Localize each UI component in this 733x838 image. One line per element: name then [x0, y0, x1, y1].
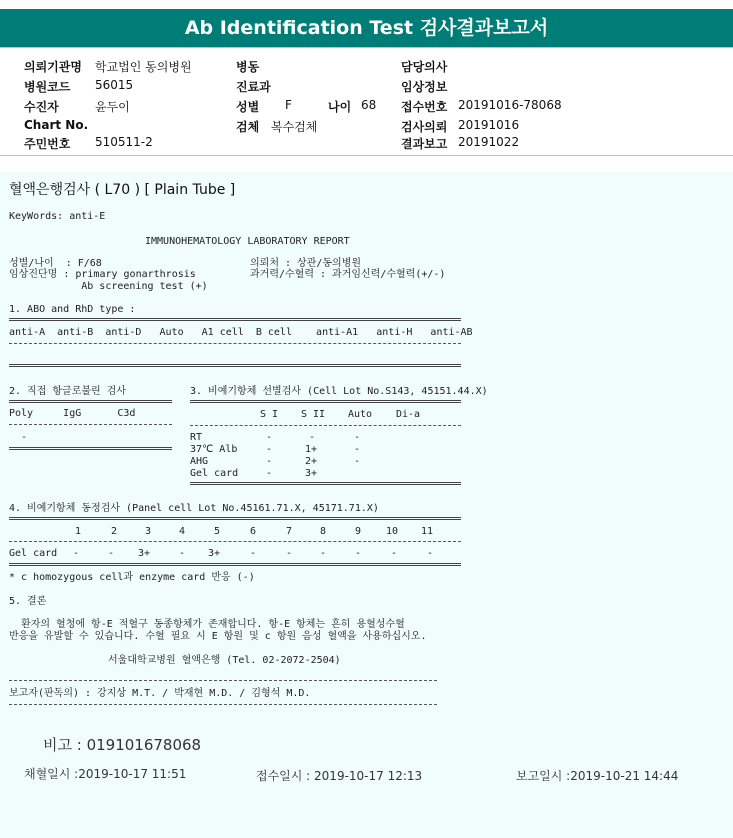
panel-col: 2 — [111, 526, 118, 537]
report-title: 혈액은행검사 ( L70 ) [ Plain Tube ] — [9, 182, 236, 198]
panel-bottom-rule — [9, 563, 461, 566]
panel-col: 11 — [421, 526, 434, 537]
panel-cell: - — [391, 548, 398, 559]
ward-label: 병동 — [236, 60, 260, 74]
reported-label: 결과보고 — [401, 137, 448, 151]
sex-age: 성별/나이 : F/68 — [9, 258, 102, 269]
reported-time: 보고일시 :2019-10-21 14:44 — [516, 769, 679, 783]
screen-header-dia: Di-a — [396, 409, 421, 420]
screen-row-label: RT — [190, 432, 203, 443]
panel-col: 4 — [179, 526, 186, 537]
diagnosis: 임상진단명 : primary gonarthrosis — [9, 269, 196, 280]
history: 과거력/수혈력 : 과거임신력/수혈력(+/-) — [250, 269, 446, 280]
panel-section-title: 4. 비예기항체 동정검사 (Panel cell Lot No.45161.71.X, 45171.71.X) — [9, 503, 379, 514]
screen-cell: - — [266, 432, 273, 443]
panel-note: * c homozygous cell과 enzyme card 반응 (-) — [9, 572, 255, 583]
specimen-value: 복수검체 — [271, 120, 318, 134]
conclusion-line-2: 반응을 유발할 수 있습니다. 수혈 필요 시 E 항원 및 c 항원 음성 혈액을 사용하십시오. — [9, 631, 427, 642]
header-divider — [0, 47, 733, 48]
lab-title: IMMUNOHEMATOLOGY LABORATORY REPORT — [145, 236, 350, 247]
meta-row-2 — [0, 76, 733, 96]
abo-section-title: 1. ABO and RhD type : — [9, 304, 136, 315]
screen-cell: - — [266, 468, 273, 479]
accession-label: 접수번호 — [401, 100, 448, 114]
panel-col: 3 — [145, 526, 152, 537]
specimen-label: 검체 — [236, 120, 260, 134]
panel-cell: - — [286, 548, 293, 559]
panel-top-rule — [9, 517, 461, 520]
screen-bottom-rule — [190, 482, 461, 485]
accession-value: 20191016-78068 — [458, 98, 562, 112]
diagnosis-cont: Ab screening test (+) — [9, 281, 208, 292]
screen-cell: - — [354, 444, 361, 455]
screen-top-rule — [190, 400, 461, 403]
requested-value: 20191016 — [458, 118, 520, 132]
panel-col: 6 — [250, 526, 257, 537]
meta-divider — [0, 155, 733, 156]
panel-row-label: Gel card — [9, 548, 58, 559]
screen-cell: - — [354, 456, 361, 467]
reporter: 보고자(판독의) : 강지상 M.T. / 박재현 M.D. / 김형석 M.D. — [9, 688, 311, 699]
screen-header-si: S I — [260, 409, 279, 420]
panel-mid-rule — [9, 541, 461, 543]
panel-col: 5 — [214, 526, 221, 537]
dat-top-rule — [9, 400, 172, 403]
screen-cell: 2+ — [305, 456, 318, 467]
dat-mid-rule — [9, 424, 172, 426]
panel-col: 7 — [286, 526, 293, 537]
age-value: 68 — [361, 98, 377, 112]
requested-label: 검사의뢰 — [401, 120, 448, 134]
conclusion-title: 5. 결론 — [9, 596, 47, 607]
screen-cell: - — [309, 432, 316, 443]
reported-value: 20191022 — [458, 135, 520, 149]
sex-value: F — [285, 98, 292, 112]
screen-cell: - — [266, 456, 273, 467]
abo-headers: anti-A anti-B anti-D Auto A1 cell B cell anti-A1 anti-H anti-AB — [9, 327, 473, 338]
screen-cell: - — [266, 444, 273, 455]
dat-value: - — [9, 432, 28, 443]
age-label: 나이 — [328, 100, 352, 114]
dat-headers: Poly IgG C3d — [9, 408, 136, 419]
abo-top-rule — [9, 318, 461, 321]
screen-header-sii: S II — [301, 409, 326, 420]
screen-cell: - — [354, 432, 361, 443]
referrer: 의뢰처 : 상관/동의병원 — [250, 258, 362, 269]
conclusion-line-1: 환자의 혈청에 항-E 적혈구 동종항체가 존재합니다. 항-E 항체는 흔히 용혈성수혈 — [9, 619, 405, 630]
screen-row-label: AHG — [190, 456, 209, 467]
hospital-label: 의뢰기관명 — [24, 60, 82, 74]
panel-cell: - — [427, 548, 434, 559]
abo-bottom-rule — [9, 364, 461, 367]
meta-row-3 — [0, 96, 733, 116]
hospital-value: 학교법인 동의병원 — [95, 60, 192, 74]
screen-row-label: 37℃ Alb — [190, 444, 238, 455]
rrn-value: 510511-2 — [95, 135, 153, 149]
panel-cell: - — [320, 548, 327, 559]
patient-label: 수진자 — [24, 100, 59, 114]
meta-row-5 — [0, 133, 733, 153]
abo-mid-rule — [9, 343, 461, 345]
panel-cell: - — [250, 548, 257, 559]
meta-row-1 — [0, 56, 733, 76]
doctor-label: 담당의사 — [401, 60, 448, 74]
panel-cell: - — [355, 548, 362, 559]
reporter-top-rule — [9, 680, 437, 682]
panel-cell: 3+ — [208, 548, 221, 559]
panel-cell: 3+ — [138, 548, 151, 559]
panel-col: 9 — [355, 526, 362, 537]
screen-cell: 3+ — [305, 468, 318, 479]
patient-value: 윤두이 — [95, 100, 130, 114]
panel-cell: - — [179, 548, 186, 559]
conclusion-org: 서울대학교병원 혈액은행 (Tel. 02-2072-2504) — [108, 655, 341, 666]
collected-time: 채혈일시 :2019-10-17 11:51 — [24, 767, 187, 781]
report-header-title: Ab Identification Test 검사결과보고서 — [0, 9, 733, 47]
footer-note: 비고 : 019101678068 — [43, 736, 202, 754]
chart-label: Chart No. — [24, 118, 89, 132]
reporter-bottom-rule — [9, 704, 437, 706]
code-value: 56015 — [95, 78, 134, 92]
screen-section-title: 3. 비예기항체 선별검사 (Cell Lot No.S143, 45151.44.X) — [190, 386, 488, 397]
panel-cell: - — [108, 548, 115, 559]
screen-cell: 1+ — [305, 444, 318, 455]
code-label: 병원코드 — [24, 80, 71, 94]
dat-bottom-rule — [9, 447, 172, 450]
received-time: 접수일시 : 2019-10-17 12:13 — [256, 769, 423, 783]
clinical-label: 임상정보 — [401, 80, 448, 94]
screen-mid-rule — [190, 425, 461, 427]
panel-cell: - — [73, 548, 80, 559]
rrn-label: 주민번호 — [24, 137, 71, 151]
screen-header-auto: Auto — [348, 409, 373, 420]
dat-section-title: 2. 직접 항글로불린 검사 — [9, 386, 127, 397]
dept-label: 진료과 — [236, 80, 271, 94]
keywords: KeyWords: anti-E — [9, 211, 106, 222]
panel-col: 8 — [320, 526, 327, 537]
screen-row-label: Gel card — [190, 468, 239, 479]
sex-label: 성별 — [236, 100, 260, 114]
panel-col: 10 — [386, 526, 399, 537]
panel-col: 1 — [75, 526, 82, 537]
